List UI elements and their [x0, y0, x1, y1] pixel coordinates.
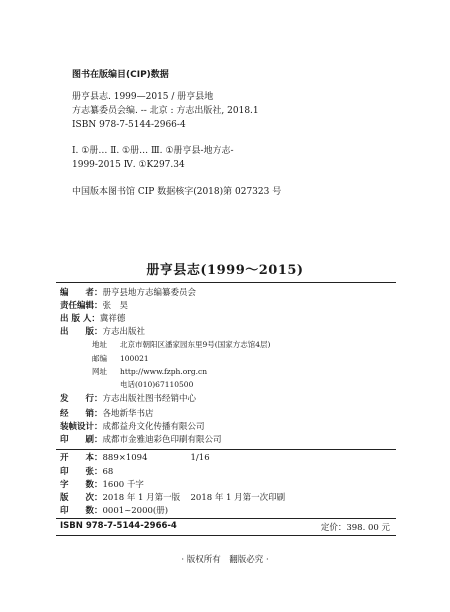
website-row [92, 366, 207, 377]
website-label: 网址 [92, 367, 107, 376]
print-run-label: 印 数： [60, 506, 103, 516]
sheets-row [60, 466, 113, 478]
cip-heading: 图书在版编目(CIP)数据 [72, 70, 169, 80]
words-label: 字 数： [60, 480, 103, 490]
cip-line-3: ISBN 978-7-5144-2966-4 [72, 120, 186, 130]
rights-notice: · 版权所有 翻版必究 · [181, 555, 269, 565]
editor-label: 编 者： [60, 288, 103, 298]
publisher-person-label: 出 版 人： [60, 314, 100, 324]
sheets-label: 印 张： [60, 467, 103, 477]
isbn-price-row [60, 521, 390, 531]
edition-value: 2018 年 1 月第一版 [102, 493, 181, 503]
print-run-value: 0001~2000(册) [102, 506, 169, 516]
sheets-value: 68 [102, 467, 114, 477]
distribution-value: 方志出版社图书经销中心 [102, 394, 197, 404]
print-run-row [60, 505, 168, 517]
format-label: 开 本： [60, 453, 103, 463]
editor-row [60, 287, 196, 299]
edition-row [60, 492, 285, 504]
address-value: 北京市朝阳区潘家园东里9号(国家方志馆4层) [120, 340, 271, 349]
cip-line-5: 1999-2015 Ⅳ. ①K297.34 [72, 160, 185, 170]
publisher-row [60, 326, 145, 338]
cip-line-6: 中国版本图书馆 CIP 数据核字(2018)第 027323 号 [72, 187, 282, 197]
format-value: 889×1094 [102, 453, 148, 463]
cip-line-4: Ⅰ. ①册… Ⅱ. ①册… Ⅲ. ①册亨县-地方志- [72, 146, 234, 156]
publisher-person-value: 冀祥德 [99, 314, 126, 324]
isbn-label: ISBN 978-7-5144-2966-4 [60, 521, 177, 531]
publisher-person-row [60, 313, 125, 325]
postcode-value: 100021 [120, 354, 149, 363]
design-label: 装帧设计： [60, 422, 103, 432]
design-row [60, 421, 205, 433]
price-label: 定价：398. 00 元 [320, 523, 390, 533]
chief-editor-value: 张 昊 [102, 301, 129, 311]
phone-row [120, 379, 193, 390]
editor-value: 册亨县地方志编纂委员会 [102, 288, 197, 298]
printing-label: 印 刷： [60, 435, 103, 445]
chief-editor-row [60, 300, 128, 312]
phone-value: 电话(010)67110500 [120, 380, 194, 389]
postcode-row [92, 353, 149, 364]
distribution-label: 发 行： [60, 394, 103, 404]
sales-value: 各地新华书店 [102, 409, 154, 419]
lower-rule [56, 518, 396, 519]
cip-line-1: 册亨县志. 1999—2015 / 册亨县地 [72, 92, 214, 102]
middle-rule [56, 449, 396, 450]
words-row [60, 479, 144, 491]
format-row [60, 452, 210, 464]
publisher-value: 方志出版社 [102, 327, 146, 337]
postcode-label: 邮编 [92, 354, 107, 363]
book-title: 册亨县志(1999～2015) [146, 263, 304, 278]
address-label: 地址 [92, 340, 107, 349]
format-extra: 1/16 [190, 453, 210, 463]
design-value: 成都益舟文化传播有限公司 [102, 422, 205, 432]
sales-row [60, 408, 154, 420]
cip-line-2: 方志纂委员会编. -- 北京 : 方志出版社, 2018.1 [72, 106, 259, 116]
address-row [92, 339, 270, 350]
edition-label: 版 次： [60, 493, 103, 503]
printing-value: 成都市金雅迪彩色印刷有限公司 [102, 435, 222, 445]
sales-label: 经 销： [60, 409, 103, 419]
edition-extra: 2018 年 1 月第一次印刷 [190, 493, 286, 503]
bottom-rule [56, 535, 396, 536]
words-value: 1600 千字 [102, 480, 144, 490]
printing-row [60, 434, 222, 446]
chief-editor-label: 责任编辑： [60, 301, 103, 311]
publisher-label: 出 版： [60, 327, 103, 337]
top-rule [56, 282, 396, 283]
website-value: http://www.fzph.org.cn [120, 367, 208, 376]
distribution-row [60, 393, 196, 405]
